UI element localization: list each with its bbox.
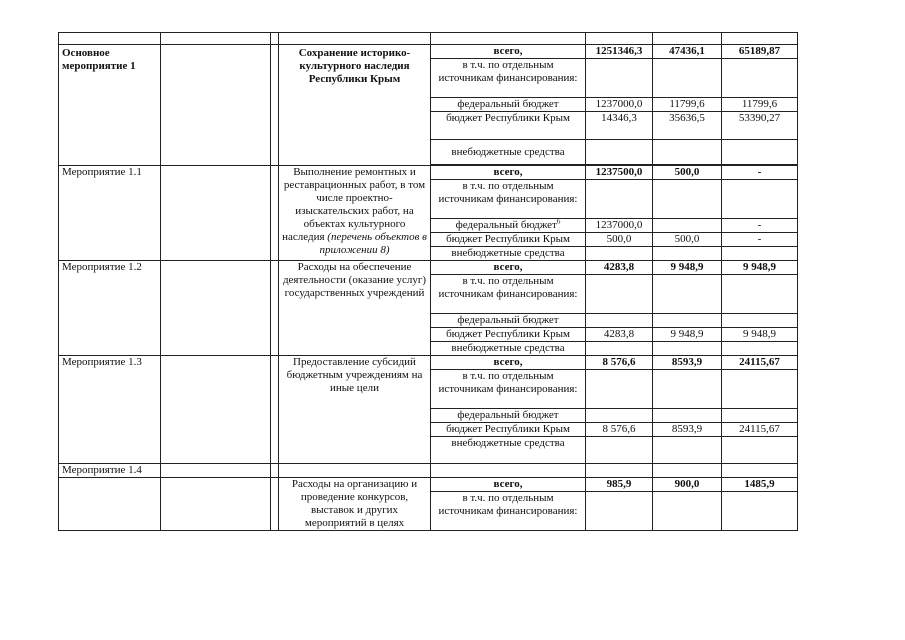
incl-label: в т.ч. по отдельным источникам финансирования: — [431, 370, 586, 409]
value-cell: 53390,27 — [722, 112, 798, 140]
value-cell: 1485,9 — [722, 478, 798, 492]
value-cell: 500,0 — [653, 166, 722, 180]
activity-label: Основное мероприятие 1 — [59, 45, 161, 166]
extra-label: внебюджетные средства — [431, 437, 586, 464]
rk-label: бюджет Республики Крым — [431, 328, 586, 342]
table-row — [59, 356, 798, 370]
total-label: всего, — [431, 261, 586, 275]
activity-label: Мероприятие 1.1 — [59, 166, 161, 261]
extra-label: внебюджетные средства — [431, 247, 586, 261]
activity-description: Предоставление субсидий бюджетным учреждениям на иные цели — [279, 356, 431, 464]
value-cell — [653, 219, 722, 233]
table-row — [59, 478, 798, 492]
value-cell: 65189,87 — [722, 45, 798, 59]
value-cell: 11799,6 — [653, 98, 722, 112]
value-cell: 1237500,0 — [586, 166, 653, 180]
activity-label: Мероприятие 1.3 — [59, 356, 161, 464]
total-label: всего, — [431, 356, 586, 370]
value-cell: 1237000,0 — [586, 219, 653, 233]
value-cell: - — [722, 233, 798, 247]
value-cell: 8593,9 — [653, 356, 722, 370]
value-cell: 47436,1 — [653, 45, 722, 59]
table-header-stub — [59, 33, 798, 45]
activity-description: Выполнение ремонтных и реставрационных работ, в том числе проектно-изыскательских работ, на объектах культурного наследия (перечень объектов в приложении 8) — [279, 166, 431, 261]
value-cell: 9 948,9 — [722, 261, 798, 275]
total-label: всего, — [431, 166, 586, 180]
value-cell: 9 948,9 — [653, 261, 722, 275]
value-cell: 11799,6 — [722, 98, 798, 112]
total-label: всего, — [431, 478, 586, 492]
extra-label: внебюджетные средства — [431, 342, 586, 356]
value-cell: 4283,8 — [586, 328, 653, 342]
value-cell: 500,0 — [653, 233, 722, 247]
value-cell: 24115,67 — [722, 423, 798, 437]
value-cell: 9 948,9 — [722, 328, 798, 342]
value-cell: 35636,5 — [653, 112, 722, 140]
funding-table — [58, 32, 798, 531]
value-cell: 900,0 — [653, 478, 722, 492]
table-row — [59, 464, 798, 478]
value-cell: 1237000,0 — [586, 98, 653, 112]
value-cell: 1251346,3 — [586, 45, 653, 59]
value-cell: 9 948,9 — [653, 328, 722, 342]
table-row — [59, 45, 798, 59]
value-cell: 8593,9 — [653, 423, 722, 437]
rk-label: бюджет Республики Крым — [431, 112, 586, 140]
activity-label: Мероприятие 1.2 — [59, 261, 161, 356]
value-cell: 24115,67 — [722, 356, 798, 370]
value-cell: 14346,3 — [586, 112, 653, 140]
activity-label: Мероприятие 1.4 — [59, 464, 161, 478]
incl-label: в т.ч. по отдельным источникам финансирования: — [431, 180, 586, 219]
activity-description: Расходы на организацию и проведение конкурсов, выставок и других мероприятий в целях — [279, 478, 431, 531]
federal-label: федеральный бюджет — [431, 98, 586, 112]
activity-description: Сохранение историко-культурного наследия Республики Крым — [279, 45, 431, 166]
value-cell: - — [722, 166, 798, 180]
federal-label: федеральный бюджет$^6$ — [431, 219, 586, 233]
federal-label: федеральный бюджет — [431, 314, 586, 328]
activity-description: Расходы на обеспечение деятельности (оказание услуг) государственных учреждений — [279, 261, 431, 356]
table-row — [59, 261, 798, 275]
incl-label: в т.ч. по отдельным источникам финансирования: — [431, 492, 586, 531]
rk-label: бюджет Республики Крым — [431, 423, 586, 437]
value-cell: 500,0 — [586, 233, 653, 247]
value-cell: 8 576,6 — [586, 356, 653, 370]
value-cell: 8 576,6 — [586, 423, 653, 437]
value-cell: 4283,8 — [586, 261, 653, 275]
incl-label: в т.ч. по отдельным источникам финансирования: — [431, 59, 586, 98]
extra-label: внебюджетные средства — [431, 140, 586, 165]
federal-label: федеральный бюджет — [431, 409, 586, 423]
table-row — [59, 166, 798, 180]
incl-label: в т.ч. по отдельным источникам финансирования: — [431, 275, 586, 314]
total-label: всего, — [431, 45, 586, 59]
rk-label: бюджет Республики Крым — [431, 233, 586, 247]
value-cell: - — [722, 219, 798, 233]
value-cell: 985,9 — [586, 478, 653, 492]
